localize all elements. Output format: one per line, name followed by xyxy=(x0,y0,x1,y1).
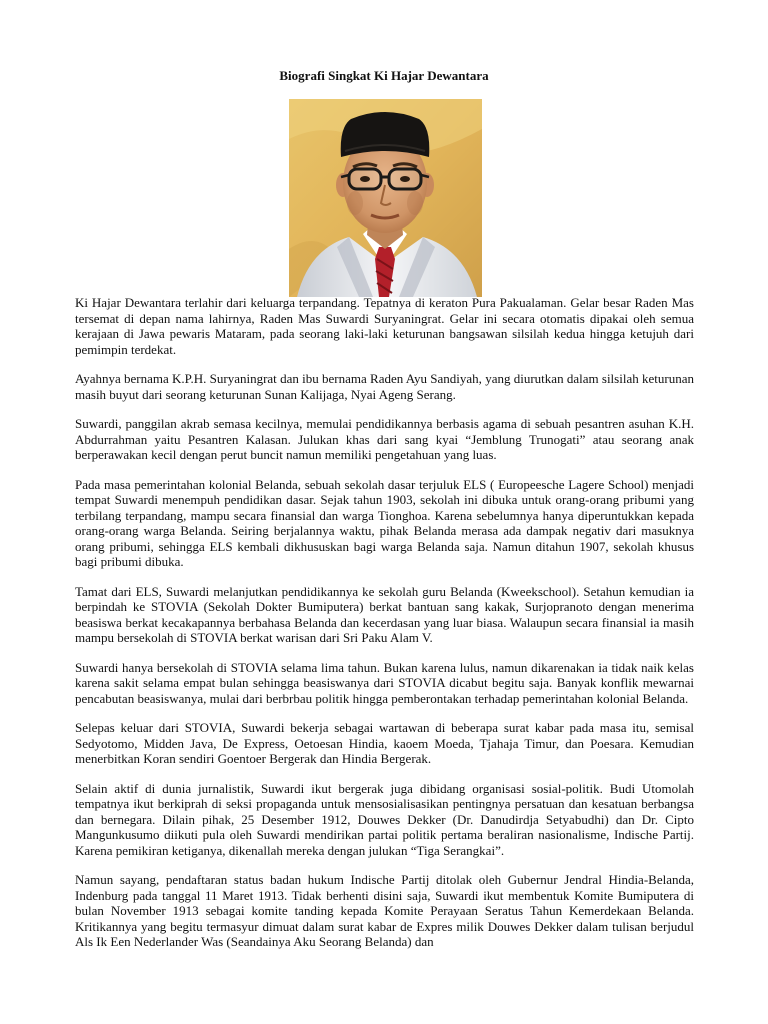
document-body xyxy=(75,295,694,964)
document-title: Biografi Singkat Ki Hajar Dewantara xyxy=(279,68,489,83)
paragraph-5: Tamat dari ELS, Suwardi melanjutkan pendidikannya ke sekolah guru Belanda (Kweekschool). Setahun kemudian ia berpindah ke STOVIA (Sekolah Dokter Bumiputera) berkat bantuan sang kakak, Surjopranoto dengan menerima beasiswa berkat kecakapannya berbahasa Belanda dan kecerdasan yang luar biasa. Walaupun secara finansial ia masih mampu bersekolah di STOVIA berkat warisan dari Sri Paku Alam V. xyxy=(75,583,694,645)
paragraph-3: Suwardi, panggilan akrab semasa kecilnya, memulai pendidikannya berbasis agama di sebuah pesantren asuhan K.H. Abdurrahman yaitu Pesantren Kalasan. Julukan khas dari sang kyai “Jemblung Trunogati” atau seorang anak berperawakan kecil dengan perut buncit namun memiliki pengetahuan yang luas. xyxy=(75,416,694,462)
paragraph-1: Ki Hajar Dewantara terlahir dari keluarga terpandang. Tepatnya di keraton Pura Pakualaman. Gelar besar Raden Mas tersemat di depan nama lahirnya, Raden Mas Suwardi Suryaningrat. Gelar ini secara otomatis dipakai oleh semua kerajaan di Jawa pewaris Mataram, pada seorang laki-laki keturunan bangsawan silsilah kedua hingga ketujuh dari pemimpin terdekat. xyxy=(75,295,694,357)
portrait-painting-icon xyxy=(289,99,482,297)
paragraph-6: Suwardi hanya bersekolah di STOVIA selama lima tahun. Bukan karena lulus, namun dikarenakan ia tidak naik kelas karena sakit selama empat bulan sehingga beasiswanya dari STOVIA dicabut begitu saja. Banyak konflik mewarnai pencabutan beasiswanya, mulai dari berbrbau politik hingga pemberontakan terhadap pemerintahan kolonial Belanda. xyxy=(75,659,694,706)
paragraph-9: Namun sayang, pendaftaran status badan hukum Indische Partij ditolak oleh Gubernur Jendral Hindia-Belanda, Indenburg pada tanggal 11 Maret 1913. Tidak berhenti disini saja, Suwardi ikut membentuk Komite Bumiputera di bulan November 1913 sebagai komite tanding kepada Komite Perayaan Seratus Tahun Kemerdekaan Belanda. Kritikannya yang begitu termasyur dimuat dalam surat kabar de Expres milik Douwes Dekker dalam tulisan berjudul Als Ik Een Nederlander Was (Seandainya Aku Seorang Belanda) dan xyxy=(75,872,694,949)
paragraph-7: Selepas keluar dari STOVIA, Suwardi bekerja sebagai wartawan di beberapa surat kabar pada masa itu, semisal Sedyotomo, Midden Java, De Express, Oetoesan Hindia, kaoem Moeda, Tjahaja Timur, dan Poesara. Kemudian menerbitkan Koran sendiri Goentoer Bergerak dan Hindia Bergerak. xyxy=(75,720,694,766)
paragraph-8: Selain aktif di dunia jurnalistik, Suwardi ikut bergerak juga dibidang organisasi sosial-politik. Budi Utomolah tempatnya ikut berkiprah di seksi propaganda untuk mensosialisasikan pentingnya persatuan dan kesatuan berbangsa dan bernegara. Dilain pihak, 25 Desember 1912, Douwes Dekker (Dr. Danudirdja Setyabudhi) dan Dr. Cipto Mangunkusumo diikuti pula oleh Suwardi mendirikan partai politik pertama beraliran nasionalisme, Indische Partij. Karena pemikiran ketiganya, dikenallah mereka dengan julukan “Tiga Serangkai”. xyxy=(75,780,694,858)
paragraph-2: Ayahnya bernama K.P.H. Suryaningrat dan ibu bernama Raden Ayu Sandiyah, yang diurutkan dalam silsilah keturunan masih buyut dari seorang keturunan Sunan Kalijaga, Nyai Ageng Serang. xyxy=(75,371,694,402)
paragraph-4: Pada masa pemerintahan kolonial Belanda, sebuah sekolah dasar terjuluk ELS ( Europeesche Lagere School) menjadi tempat Suwardi menempuh pendidikan dasar. Sejak tahun 1903, sekolah ini dibuka untuk orang-orang pribumi yang terbilang terpandang, mampu secara finansial dan warga Tionghoa. Karena sebelumnya hanya diperuntukkan kepada orang-orang warga Belanda. Seiring berjalannya waktu, pihak Belanda merasa ada dampak negativ dari masuknya orang pribumi, sehingga ELS kembali dikhususkan bagi warga Belanda saja. Namun ditahun 1907, sekolah khusus bagi pribumi dibuka. xyxy=(75,476,694,569)
